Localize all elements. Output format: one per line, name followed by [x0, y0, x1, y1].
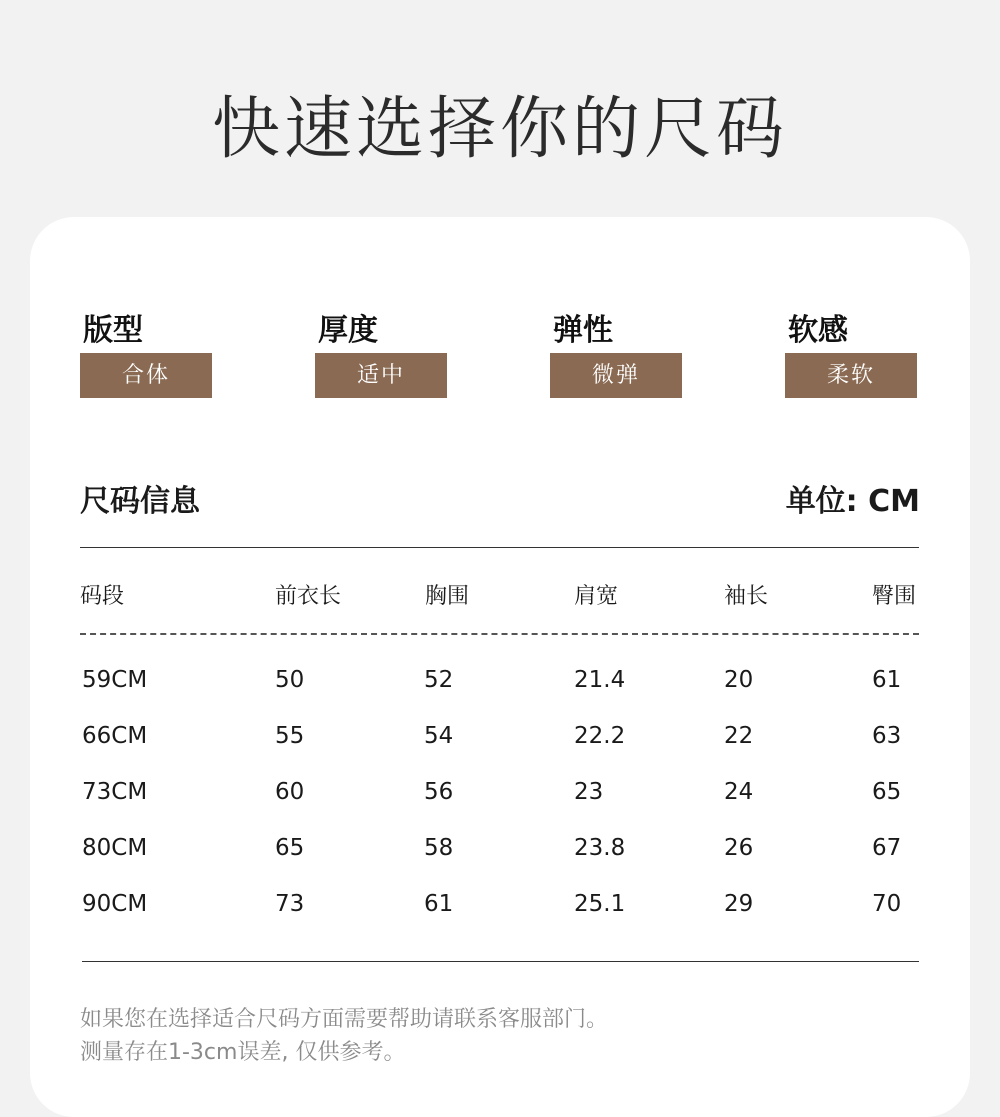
unit-label: 单位: CM — [785, 484, 920, 519]
table-cell: 61 — [424, 891, 454, 917]
attribute-value-tag: 适中 — [315, 353, 447, 398]
table-cell: 22 — [724, 723, 754, 749]
measurement-note: 测量存在1-3cm误差, 仅供参考。 — [80, 1040, 406, 1065]
column-header-length: 前衣长 — [275, 584, 342, 609]
attribute-value-tag: 微弹 — [550, 353, 682, 398]
size-info-title: 尺码信息 — [80, 484, 200, 519]
table-cell: 22.2 — [574, 723, 626, 749]
table-cell: 20 — [724, 667, 754, 693]
table-row — [80, 662, 919, 698]
size-guide-card — [30, 217, 970, 1117]
table-cell: 29 — [724, 891, 754, 917]
attribute-fit — [80, 313, 212, 398]
table-cell: 55 — [275, 723, 305, 749]
table-cell: 23 — [574, 779, 604, 805]
attribute-value-tag: 柔软 — [785, 353, 917, 398]
table-cell: 54 — [424, 723, 454, 749]
attribute-label: 厚度 — [318, 313, 378, 348]
table-cell: 21.4 — [574, 667, 626, 693]
table-cell: 63 — [872, 723, 902, 749]
page-title: 快速选择你的尺码 — [211, 90, 788, 169]
table-cell: 73CM — [82, 779, 148, 805]
table-row — [80, 830, 919, 866]
table-cell: 56 — [424, 779, 454, 805]
table-row — [80, 886, 919, 922]
table-row — [80, 718, 919, 754]
table-cell: 67 — [872, 835, 902, 861]
table-header-row — [80, 579, 919, 615]
table-cell: 58 — [424, 835, 454, 861]
column-header-chest: 胸围 — [425, 584, 470, 609]
attribute-value-tag: 合体 — [80, 353, 212, 398]
table-cell: 52 — [424, 667, 454, 693]
table-cell: 65 — [275, 835, 305, 861]
table-cell: 73 — [275, 891, 305, 917]
attribute-label: 软感 — [788, 313, 848, 348]
table-cell: 59CM — [82, 667, 148, 693]
attribute-label: 弹性 — [553, 313, 613, 348]
help-note: 如果您在选择适合尺码方面需要帮助请联系客服部门。 — [80, 1007, 609, 1032]
column-header-shoulder: 肩宽 — [574, 584, 619, 609]
table-cell: 80CM — [82, 835, 148, 861]
table-cell: 24 — [724, 779, 754, 805]
attribute-label: 版型 — [83, 313, 143, 348]
attribute-thickness — [315, 313, 447, 398]
attribute-elasticity — [550, 313, 682, 398]
table-bottom-divider — [82, 961, 919, 962]
table-cell: 90CM — [82, 891, 148, 917]
table-cell: 50 — [275, 667, 305, 693]
table-cell: 70 — [872, 891, 902, 917]
column-header-sleeve: 袖长 — [724, 584, 769, 609]
table-top-divider — [80, 547, 919, 548]
header-dashed-divider — [80, 633, 919, 635]
table-row — [80, 774, 919, 810]
table-cell: 26 — [724, 835, 754, 861]
table-cell: 60 — [275, 779, 305, 805]
table-cell: 23.8 — [574, 835, 626, 861]
column-header-size: 码段 — [80, 584, 125, 609]
table-cell: 66CM — [82, 723, 148, 749]
column-header-hip: 臀围 — [872, 584, 917, 609]
table-cell: 65 — [872, 779, 902, 805]
table-cell: 61 — [872, 667, 902, 693]
table-cell: 25.1 — [574, 891, 626, 917]
attribute-softness — [785, 313, 917, 398]
